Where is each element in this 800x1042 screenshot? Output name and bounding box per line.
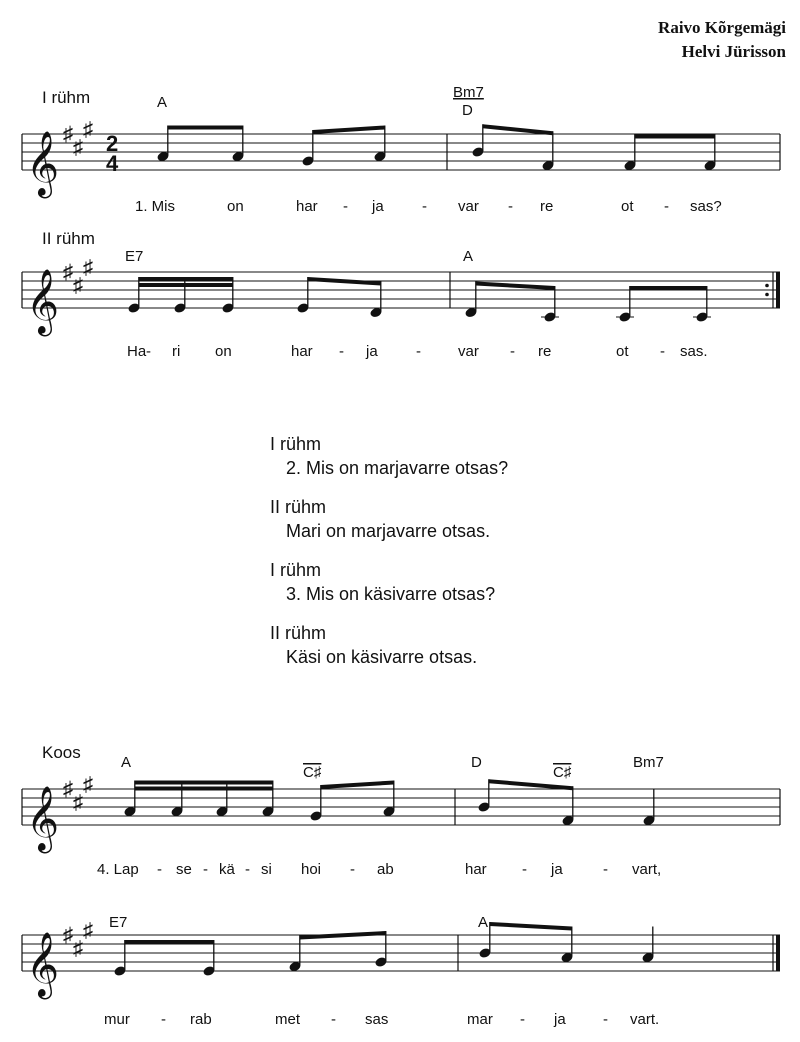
- lyricist-name: Helvi Jürisson: [681, 42, 786, 61]
- notes: [156, 124, 717, 171]
- note-beam: [321, 781, 394, 790]
- chord-symbol: A: [121, 754, 132, 771]
- group-label: II rühm: [42, 229, 95, 248]
- treble-clef: 𝄞: [26, 131, 60, 194]
- system-2: [22, 229, 780, 360]
- lyric-syllable: mar: [467, 1011, 493, 1028]
- lyric-syllable: ja: [551, 861, 563, 878]
- lyric-syllable: ot: [621, 198, 634, 215]
- time-signature-bottom: 4: [106, 151, 119, 176]
- sharp-sign: ♯: [73, 274, 83, 297]
- treble-clef: 𝄞: [26, 269, 60, 332]
- lyric-syllable: 1. Mis: [135, 198, 176, 215]
- system-1: [22, 84, 780, 215]
- lyric-syllable: sas?: [690, 198, 722, 215]
- group-label: Koos: [42, 743, 81, 762]
- lyric-syllable: -: [146, 343, 151, 360]
- lyric-syllable: 4. Lap: [97, 861, 139, 878]
- system-4: [22, 914, 780, 1028]
- lyric-syllable: -: [339, 343, 344, 360]
- lyric-syllable: on: [227, 198, 244, 215]
- staff: [22, 920, 780, 1000]
- verse-group-label: II rühm: [270, 497, 327, 517]
- lyric-syllable: si: [261, 861, 272, 878]
- chord-symbol: C♯: [303, 764, 322, 781]
- lyric-syllable: -: [664, 198, 669, 215]
- note-beam: [635, 135, 715, 139]
- lyric-syllable: -: [660, 343, 665, 360]
- chord-symbol: Bm7: [453, 84, 484, 101]
- lyric-syllable: re: [540, 198, 554, 215]
- note-beam: [139, 277, 233, 281]
- lyric-syllable: -: [343, 198, 348, 215]
- sharp-sign: ♯: [83, 118, 93, 141]
- sharp-sign: ♯: [63, 778, 73, 800]
- lyric-syllable: -: [603, 1011, 608, 1028]
- notes: [113, 922, 655, 977]
- lyric-syllable: -: [203, 861, 208, 878]
- chord-symbol: A: [463, 248, 474, 265]
- verse-group-label: I rühm: [270, 434, 322, 454]
- sharp-sign: ♯: [63, 924, 73, 946]
- lyric-syllable: Ha: [127, 343, 147, 360]
- lyric-syllable: -: [603, 861, 608, 878]
- lyric-syllable: sas.: [680, 343, 708, 360]
- lyric-syllable: -: [422, 198, 427, 215]
- lyric-syllable: -: [416, 343, 421, 360]
- sharp-sign: ♯: [73, 791, 83, 814]
- chord-symbol: E7: [109, 914, 128, 931]
- lyric-syllable: -: [161, 1011, 166, 1028]
- lyric-syllable: ja: [554, 1011, 566, 1028]
- note-beam: [135, 781, 273, 785]
- final-bar-line: [776, 272, 780, 308]
- composer-name: Raivo Kõrgemägi: [658, 18, 786, 37]
- lyric-syllable: har: [296, 198, 318, 215]
- chord-symbol: E7: [125, 248, 144, 265]
- verse-group-label: I rühm: [270, 560, 322, 580]
- sharp-sign: ♯: [73, 136, 83, 159]
- notes: [127, 277, 711, 323]
- chord-symbol: A: [478, 914, 489, 931]
- treble-clef: 𝄞: [26, 786, 60, 849]
- note-beam: [139, 283, 233, 287]
- time-signature-top: 2: [106, 131, 119, 156]
- note-beam: [630, 286, 707, 290]
- verse-text: Käsi on käsivarre otsas.: [286, 647, 478, 667]
- note-beam: [476, 282, 555, 291]
- verse-block: [270, 495, 508, 543]
- lyric-syllable: ot: [616, 343, 629, 360]
- sharp-sign: ♯: [83, 919, 93, 942]
- sharp-sign: ♯: [83, 773, 93, 796]
- chord-symbol: Bm7: [633, 754, 664, 771]
- verse-text: 3. Mis on käsivarre otsas?: [286, 584, 496, 604]
- lyric-syllable: rab: [190, 1011, 212, 1028]
- note-beam: [300, 931, 386, 940]
- note-beam: [125, 940, 214, 944]
- sharp-sign: ♯: [63, 261, 73, 283]
- chord-symbol: D: [462, 102, 473, 119]
- verse-text: Mari on marjavarre otsas.: [286, 521, 491, 541]
- lyric-syllable: var: [458, 343, 479, 360]
- lyric-syllable: -: [157, 861, 162, 878]
- note-beam: [308, 277, 381, 286]
- note-beam: [135, 787, 273, 791]
- staff: [22, 119, 780, 199]
- lyric-syllable: mur: [104, 1011, 130, 1028]
- lyric-syllable: ab: [377, 861, 394, 878]
- treble-clef: 𝄞: [26, 932, 60, 995]
- lyric-syllable: re: [538, 343, 552, 360]
- additional-verses: [270, 432, 508, 684]
- lyric-syllable: vart,: [632, 861, 662, 878]
- notes: [123, 779, 656, 826]
- lyric-syllable: -: [350, 861, 355, 878]
- verse-block: [270, 621, 508, 669]
- lyric-syllable: vart.: [630, 1011, 660, 1028]
- repeat-dot: [765, 293, 769, 297]
- lyric-syllable: -: [510, 343, 515, 360]
- chord-symbol: C♯: [553, 764, 572, 781]
- lyric-syllable: -: [331, 1011, 336, 1028]
- lyric-syllable: ja: [372, 198, 384, 215]
- lyric-syllable: kä: [219, 861, 235, 878]
- verse-block: [270, 432, 508, 480]
- staff: [22, 774, 780, 854]
- lyric-syllable: -: [245, 861, 250, 878]
- lyric-syllable: hoi: [301, 861, 322, 878]
- chord-symbol: D: [471, 754, 482, 771]
- chord-symbol: A: [157, 94, 168, 111]
- note-beam: [490, 922, 572, 931]
- lyric-syllable: on: [215, 343, 232, 360]
- verse-text: 2. Mis on marjavarre otsas?: [286, 458, 509, 478]
- group-label: I rühm: [42, 88, 91, 107]
- note-beam: [313, 126, 385, 135]
- system-3: [22, 743, 780, 878]
- lyric-syllable: sas: [365, 1011, 389, 1028]
- staff: [22, 257, 780, 337]
- lyric-syllable: -: [520, 1011, 525, 1028]
- lyric-syllable: se: [176, 861, 192, 878]
- lyric-syllable: har: [291, 343, 313, 360]
- final-bar-line: [776, 935, 780, 971]
- lyric-syllable: var: [458, 198, 479, 215]
- verse-group-label: II rühm: [270, 623, 327, 643]
- note-beam: [168, 126, 243, 130]
- lyric-syllable: har: [465, 861, 487, 878]
- sharp-sign: ♯: [63, 123, 73, 145]
- lyric-syllable: -: [508, 198, 513, 215]
- lyric-syllable: met: [275, 1011, 301, 1028]
- lyric-syllable: ja: [366, 343, 378, 360]
- verse-block: [270, 558, 508, 606]
- sharp-sign: ♯: [73, 937, 83, 960]
- repeat-dot: [765, 284, 769, 288]
- sharp-sign: ♯: [83, 256, 93, 279]
- lyric-syllable: -: [522, 861, 527, 878]
- lyric-syllable: ri: [172, 343, 181, 360]
